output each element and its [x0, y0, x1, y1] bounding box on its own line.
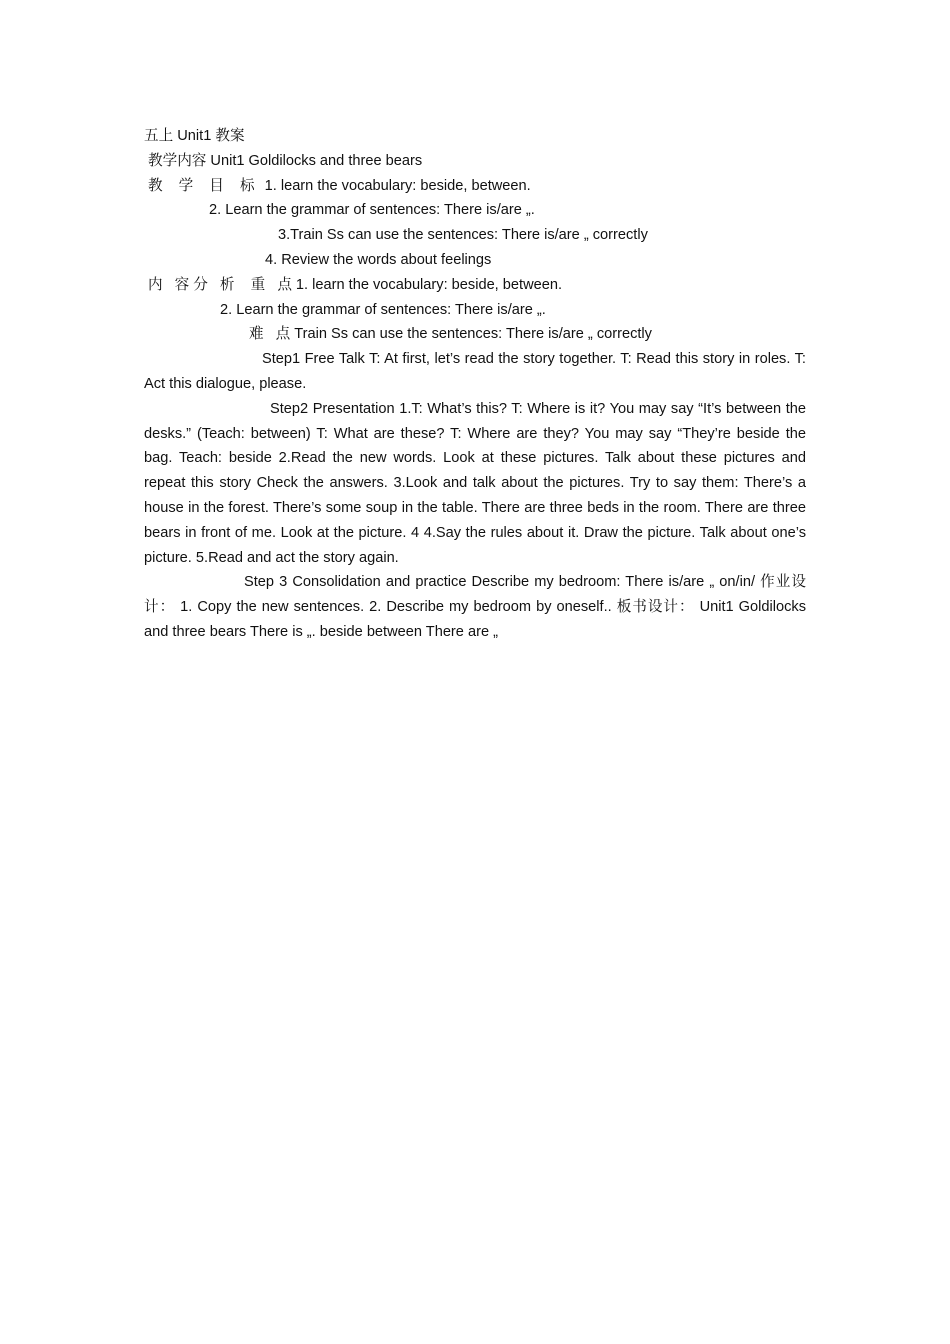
- difficulty-line: [144, 322, 806, 347]
- difficulty-label: 难 点: [249, 326, 295, 343]
- key-point-2: 2. Learn the grammar of sentences: There is/are „.: [220, 301, 546, 318]
- document-title: 五上 Unit1 教案: [144, 128, 245, 144]
- key-point-1: 1. learn the vocabulary: beside, between.: [295, 276, 563, 293]
- goal-line-1: [144, 174, 806, 199]
- goal-item-3: 3.Train Ss can use the sentences: There is/are „ correctly: [278, 227, 648, 244]
- goal-item-4: 4. Review the words about feelings: [265, 251, 492, 268]
- step3-paragraph: Step 3 Consolidation and practice Describe my bedroom: There is/are „ on/in/ 作业设计： 1. Copy the new sentences. 2. Describe my bedroom by oneself.. 板书设计： Unit1 Goldilocks and three bears There is „. beside between There are „: [144, 574, 806, 640]
- key-point-line-1: [144, 273, 806, 298]
- goals-label: 教 学 目 标: [148, 177, 261, 194]
- analysis-label: 内 容分 析: [148, 276, 239, 293]
- goal-item-2: 2. Learn the grammar of sentences: There is/are „.: [209, 202, 535, 219]
- step1-paragraph: Step1 Free Talk T: At first, let’s read the story together. T: Read this story in roles. T: Act this dialogue, please.: [144, 351, 806, 392]
- step2-paragraph: Step2 Presentation 1.T: What’s this? T: Where is it? You may say “It’s between the desks.” (Teach: between) T: What are these? T: Where are they? You may say “They’re beside the bag. Teach: beside 2.Read the new words. Look at these pictures. Talk about these pictures and repeat this story Check the answers. 3.Look and talk about the pictures. Try to say them: There’s a house in the forest. There’s some soup in the table. There are three beds in the room. There are three bears in front of me. Look at the picture. 4 4.Say the rules about it. Draw the picture. Talk about one’s picture. 5.Read and act the story again.: [144, 400, 806, 566]
- teaching-content-line: 教学内容 Unit1 Goldilocks and three bears: [148, 152, 423, 169]
- key-label: 重 点: [250, 276, 296, 293]
- goal-item-1: 1. learn the vocabulary: beside, between.: [264, 177, 531, 194]
- document-body: [144, 124, 806, 645]
- difficulty-text: Train Ss can use the sentences: There is/are „ correctly: [294, 326, 652, 343]
